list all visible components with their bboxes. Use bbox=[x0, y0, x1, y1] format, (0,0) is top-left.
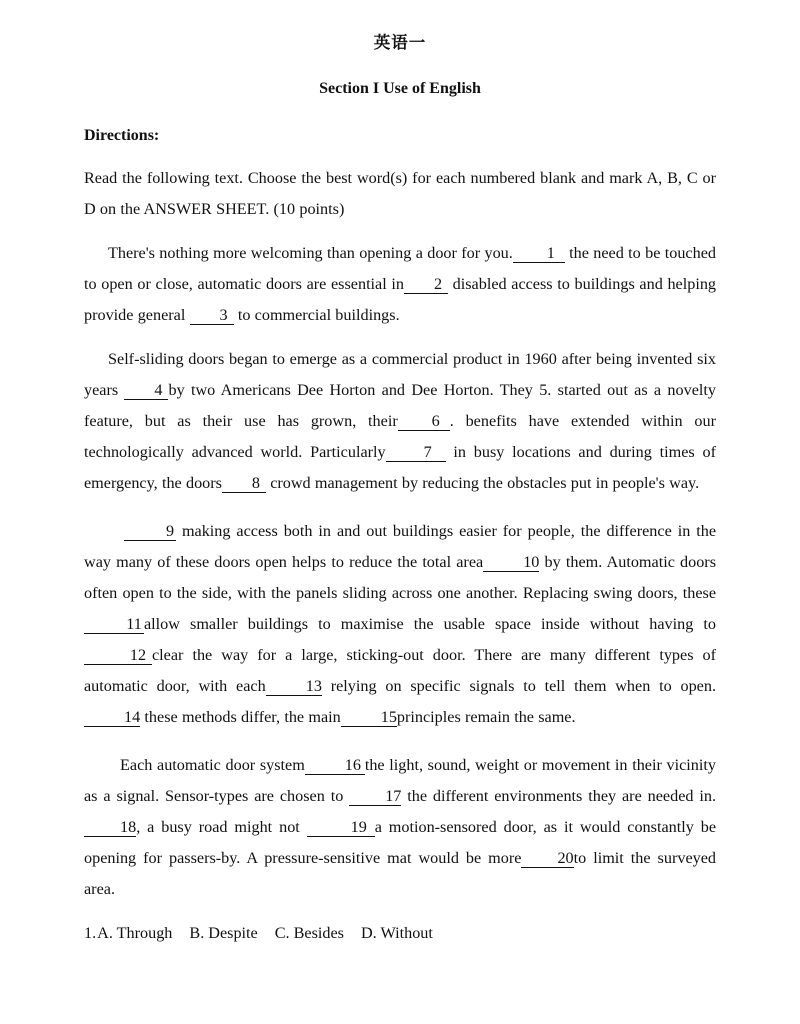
document-title: 英语一 bbox=[373, 33, 427, 52]
passage-paragraph-2 bbox=[84, 344, 716, 499]
directions-label: Directions: bbox=[84, 126, 160, 144]
para2-segment-d: in busy locations and during times of emergency, the doors bbox=[84, 442, 716, 492]
passage-paragraph-1 bbox=[84, 238, 716, 331]
para2-segment-a: Self-sliding doors began to emerge as a commercial product in 1960 after being invented six years bbox=[84, 349, 716, 399]
para3-segment-c: allow smaller buildings to maximise the usable space inside without having to bbox=[144, 614, 716, 633]
para4-segment-c: the different environments they are needed in. bbox=[401, 786, 716, 805]
numbered-blank-15[interactable]: 15 bbox=[341, 709, 397, 727]
document-content bbox=[84, 0, 716, 949]
spacer bbox=[84, 499, 716, 516]
para4-segment-d: , a busy road might not bbox=[136, 817, 307, 836]
option-a[interactable]: A. Through bbox=[97, 923, 173, 942]
para1-segment-b: the need to be touched to open or close, automatic doors are essential in bbox=[84, 243, 716, 293]
numbered-blank-8[interactable]: 8 bbox=[222, 475, 266, 493]
para2-segment-b: by two Americans Dee Horton and Dee Horton. They 5. started out as a novelty feature, but as their use has grown, their bbox=[84, 380, 716, 430]
para4-segment-f: to limit the surveyed area. bbox=[84, 848, 716, 898]
para4-segment-b: the light, sound, weight or movement in their vicinity as a signal. Sensor-types are chosen to bbox=[84, 755, 716, 805]
spacer bbox=[84, 733, 716, 750]
numbered-blank-17[interactable]: 17 bbox=[349, 788, 401, 806]
numbered-blank-10[interactable]: 10 bbox=[483, 554, 539, 572]
numbered-blank-16[interactable]: 16 bbox=[305, 757, 365, 775]
numbered-blank-9[interactable]: 9 bbox=[124, 523, 176, 541]
numbered-blank-4[interactable]: 4 bbox=[124, 382, 168, 400]
para3-segment-b: by them. Automatic doors often open to the side, with the panels sliding across one another. Replacing swing doors, these bbox=[84, 552, 716, 602]
para4-segment-e: a motion-sensored door, as it would constantly be opening for passers-by. A pressure-sensitive mat would be more bbox=[84, 817, 716, 867]
spacer bbox=[84, 905, 716, 918]
numbered-blank-11[interactable]: 11 bbox=[84, 616, 144, 634]
para3-segment-g: principles remain the same. bbox=[396, 707, 576, 726]
spacer bbox=[84, 225, 716, 238]
question-1-options bbox=[84, 918, 716, 949]
para4-segment-a: Each automatic door system bbox=[120, 755, 305, 774]
para3-segment-f: these methods differ, the main bbox=[140, 707, 341, 726]
option-d[interactable]: D. Without bbox=[360, 923, 433, 942]
question-1-number: 1. bbox=[84, 923, 97, 942]
directions-text bbox=[84, 163, 716, 225]
numbered-blank-1[interactable]: 1 bbox=[513, 245, 565, 263]
numbered-blank-19[interactable]: 19 bbox=[307, 819, 375, 837]
directions-body: Read the following text. Choose the best word(s) for each numbered blank and mark A, B, C or D on the ANSWER SHEET. (10 points) bbox=[84, 168, 716, 218]
para2-segment-c: . benefits have extended within our technologically advanced world. Particularly bbox=[84, 411, 716, 461]
option-c[interactable]: C. Besides bbox=[274, 923, 344, 942]
option-b[interactable]: B. Despite bbox=[189, 923, 258, 942]
spacer bbox=[84, 331, 716, 344]
numbered-blank-7[interactable]: 7 bbox=[386, 444, 446, 462]
numbered-blank-12[interactable]: 12 bbox=[84, 647, 152, 665]
numbered-blank-18[interactable]: 18 bbox=[84, 819, 136, 837]
section-heading: Section I Use of English bbox=[319, 79, 481, 97]
para3-segment-a: making access both in and out buildings easier for people, the difference in the way many of these doors open helps to reduce the total area bbox=[84, 521, 716, 571]
numbered-blank-2[interactable]: 2 bbox=[404, 276, 448, 294]
numbered-blank-14[interactable]: 14 bbox=[84, 709, 140, 727]
numbered-blank-3[interactable]: 3 bbox=[190, 307, 234, 325]
para3-segment-e: relying on specific signals to tell them when to open. bbox=[321, 676, 716, 695]
passage-paragraph-3 bbox=[84, 516, 716, 733]
numbered-blank-13[interactable]: 13 bbox=[266, 678, 322, 696]
para1-segment-c: disabled access to buildings and helping provide general bbox=[84, 274, 717, 324]
spacer bbox=[84, 146, 716, 163]
para2-segment-e: crowd management by reducing the obstacles put in people's way. bbox=[265, 473, 700, 492]
para1-segment-d: to commercial buildings. bbox=[233, 305, 400, 324]
para3-segment-d: clear the way for a large, sticking-out door. There are many different types of automatic door, with each bbox=[84, 645, 716, 695]
numbered-blank-6[interactable]: 6 bbox=[398, 413, 450, 431]
para1-segment-a: There's nothing more welcoming than opening a door for you. bbox=[108, 243, 513, 262]
numbered-blank-20[interactable]: 20 bbox=[521, 850, 573, 868]
passage-paragraph-4 bbox=[84, 750, 716, 905]
